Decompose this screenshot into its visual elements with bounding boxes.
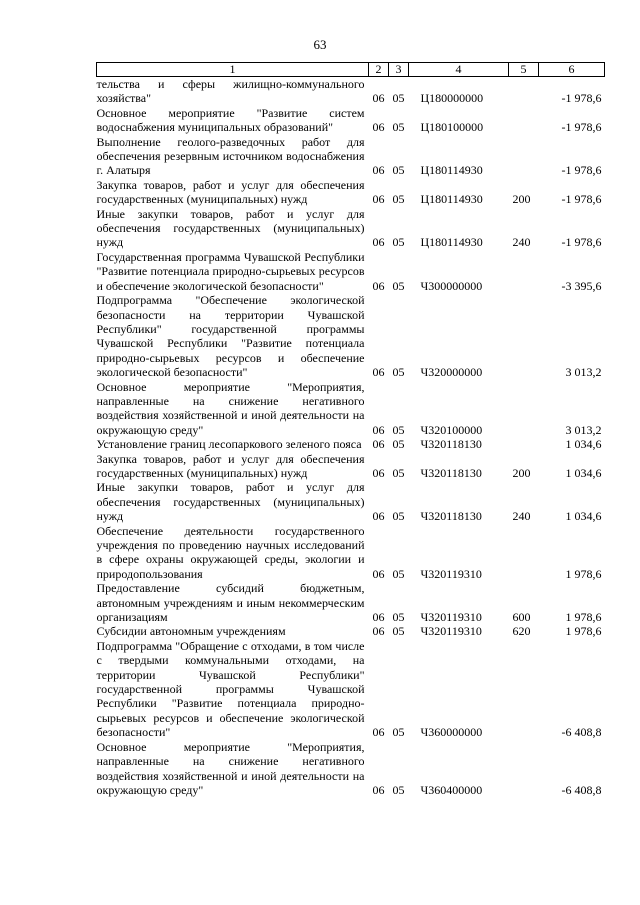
header-col-4: 4	[409, 63, 509, 77]
row-target-article: Ч320118130	[420, 437, 482, 452]
row-target-article: Ч320119310	[420, 610, 482, 625]
row-name: Предоставление субсидий бюджетным, автономным учреждениям и иным некоммерческим организациям	[96, 581, 365, 625]
budget-table	[96, 62, 605, 797]
row-section: 06	[372, 120, 385, 135]
row-section: 06	[372, 422, 385, 437]
page-number: 63	[313, 37, 327, 52]
row-target-article: Ц180114930	[420, 163, 483, 178]
row-amount: -3 395,6	[561, 278, 602, 293]
table-row	[97, 524, 605, 582]
table-row	[97, 740, 605, 798]
row-subsection: 05	[392, 163, 405, 178]
row-name: Подпрограмма "Обеспечение экологической безопасности на территории Чувашской Республики" государственной программы Чувашской Республики "Развитие потенциала природно-сырьевых ресурсов и обеспечение экологической безопасности"	[96, 293, 365, 380]
row-section: 06	[372, 192, 385, 207]
table-row	[97, 293, 605, 379]
row-subsection: 05	[392, 437, 405, 452]
row-subsection: 05	[392, 192, 405, 207]
row-expense-type	[509, 77, 539, 106]
row-section: 06	[372, 278, 385, 293]
table-row	[97, 77, 605, 106]
row-subsection: 05	[392, 782, 405, 797]
row-amount: 3 013,2	[565, 422, 602, 437]
row-target-article: Ц180114930	[420, 235, 483, 250]
row-expense-type: 240	[512, 509, 531, 524]
table-header	[97, 63, 605, 77]
row-section: 06	[372, 610, 385, 625]
row-section: 06	[372, 235, 385, 250]
row-name: Закупка товаров, работ и услуг для обеспечения государственных (муниципальных) нужд	[96, 451, 365, 480]
row-amount: 3 013,2	[565, 365, 602, 380]
row-expense-type	[509, 740, 539, 798]
row-name: Государственная программа Чувашской Республики "Развитие потенциала природно-сырьевых ресурсов и обеспечение экологической безопасности"	[96, 249, 365, 293]
row-section: 06	[372, 509, 385, 524]
row-name: Обеспечение деятельности государственного учреждения по проведению научных исследований в сфере охраны окружающей среды, экологии и природопользования	[96, 523, 365, 581]
table-row	[97, 250, 605, 293]
row-target-article: Ц180100000	[420, 120, 484, 135]
row-amount: -6 408,8	[561, 725, 602, 740]
row-expense-type: 620	[512, 624, 531, 639]
table-row	[97, 624, 605, 638]
row-amount: -1 978,6	[561, 120, 602, 135]
row-name: Выполнение геолого-разведочных работ для обеспечения резервным источником водоснабжения г. Алатыря	[96, 134, 365, 178]
table-row	[97, 480, 605, 523]
row-expense-type: 240	[512, 235, 531, 250]
row-expense-type	[509, 524, 539, 582]
row-subsection: 05	[392, 235, 405, 250]
row-subsection: 05	[392, 120, 405, 135]
row-subsection: 05	[392, 465, 405, 480]
row-section: 06	[372, 725, 385, 740]
row-section: 06	[372, 437, 385, 452]
row-section: 06	[372, 566, 385, 581]
row-target-article: Ч300000000	[420, 278, 483, 293]
row-target-article: Ц180000000	[420, 91, 484, 106]
header-col-3: 3	[389, 63, 409, 77]
table-row	[97, 581, 605, 624]
row-target-article: Ч320000000	[420, 365, 483, 380]
row-amount: 1 034,6	[565, 437, 602, 452]
row-target-article: Ч320118130	[420, 509, 482, 524]
row-subsection: 05	[392, 624, 405, 639]
table-row	[97, 135, 605, 178]
row-amount: 1 978,6	[565, 610, 602, 625]
header-col-1: 1	[97, 63, 369, 77]
row-section: 06	[372, 365, 385, 380]
row-expense-type	[509, 437, 539, 451]
row-target-article: Ч320118130	[420, 465, 482, 480]
row-section: 06	[372, 624, 385, 639]
row-subsection: 05	[392, 278, 405, 293]
table-row	[97, 380, 605, 438]
row-amount: 1 034,6	[565, 465, 602, 480]
row-amount: -1 978,6	[561, 192, 602, 207]
table-row	[97, 178, 605, 207]
table-row	[97, 437, 605, 451]
row-section: 06	[372, 91, 385, 106]
row-amount: -1 978,6	[561, 163, 602, 178]
row-name: Основное мероприятие "Мероприятия, направленные на снижение негативного воздействия хозяйственной и иной деятельности на окружающую среду"	[96, 739, 365, 797]
row-expense-type	[509, 293, 539, 379]
row-amount: -6 408,8	[561, 782, 602, 797]
row-subsection: 05	[392, 422, 405, 437]
row-expense-type	[509, 380, 539, 438]
row-subsection: 05	[392, 509, 405, 524]
table-body	[97, 77, 605, 798]
row-expense-type: 200	[512, 465, 531, 480]
row-name: Установление границ лесопаркового зеленого пояса	[96, 437, 362, 452]
row-amount: 1 978,6	[565, 624, 602, 639]
row-expense-type	[509, 106, 539, 135]
row-amount: -1 978,6	[561, 235, 602, 250]
row-expense-type	[509, 639, 539, 740]
header-col-2: 2	[369, 63, 389, 77]
row-amount: -1 978,6	[561, 91, 602, 106]
row-section: 06	[372, 163, 385, 178]
row-amount: 1 034,6	[565, 509, 602, 524]
row-name: Основное мероприятие "Развитие систем водоснабжения муниципальных образований"	[96, 105, 365, 135]
row-target-article: Ч360400000	[420, 782, 483, 797]
table-row	[97, 639, 605, 740]
row-name: Подпрограмма "Обращение с отходами, в том числе с твердыми коммунальными отходами, на территории Чувашской Республики" государственной программы Чувашской Республики "Развитие потенциала природно-сырьевых ресурсов и обеспечение экологической безопасности"	[96, 638, 365, 740]
row-subsection: 05	[392, 91, 405, 106]
row-target-article: Ч320119310	[420, 566, 482, 581]
row-name: Иные закупки товаров, работ и услуг для обеспечения государственных (муниципальных) нужд	[96, 206, 365, 250]
row-expense-type: 200	[512, 192, 531, 207]
row-name: Основное мероприятие "Мероприятия, направленные на снижение негативного воздействия хозяйственной и иной деятельности на окружающую среду"	[96, 379, 365, 437]
row-target-article: Ц180114930	[420, 192, 483, 207]
row-target-article: Ч320100000	[420, 422, 483, 437]
row-expense-type	[509, 135, 539, 178]
row-name: Закупка товаров, работ и услуг для обеспечения государственных (муниципальных) нужд	[96, 177, 365, 207]
row-amount: 1 978,6	[565, 566, 602, 581]
row-subsection: 05	[392, 566, 405, 581]
row-expense-type: 600	[512, 610, 531, 625]
row-subsection: 05	[392, 365, 405, 380]
row-name: тельства и сферы жилищно-коммунального хозяйства"	[96, 77, 365, 106]
header-col-5: 5	[509, 63, 539, 77]
row-name: Иные закупки товаров, работ и услуг для обеспечения государственных (муниципальных) нужд	[96, 480, 365, 524]
row-target-article: Ч320119310	[420, 624, 482, 639]
table-row	[97, 207, 605, 250]
row-section: 06	[372, 465, 385, 480]
table-row	[97, 106, 605, 135]
row-subsection: 05	[392, 725, 405, 740]
row-target-article: Ч360000000	[420, 725, 483, 740]
row-section: 06	[372, 782, 385, 797]
row-expense-type	[509, 250, 539, 293]
table-row	[97, 452, 605, 481]
row-subsection: 05	[392, 610, 405, 625]
row-name: Субсидии автономным учреждениям	[96, 624, 286, 639]
header-col-6: 6	[539, 63, 605, 77]
